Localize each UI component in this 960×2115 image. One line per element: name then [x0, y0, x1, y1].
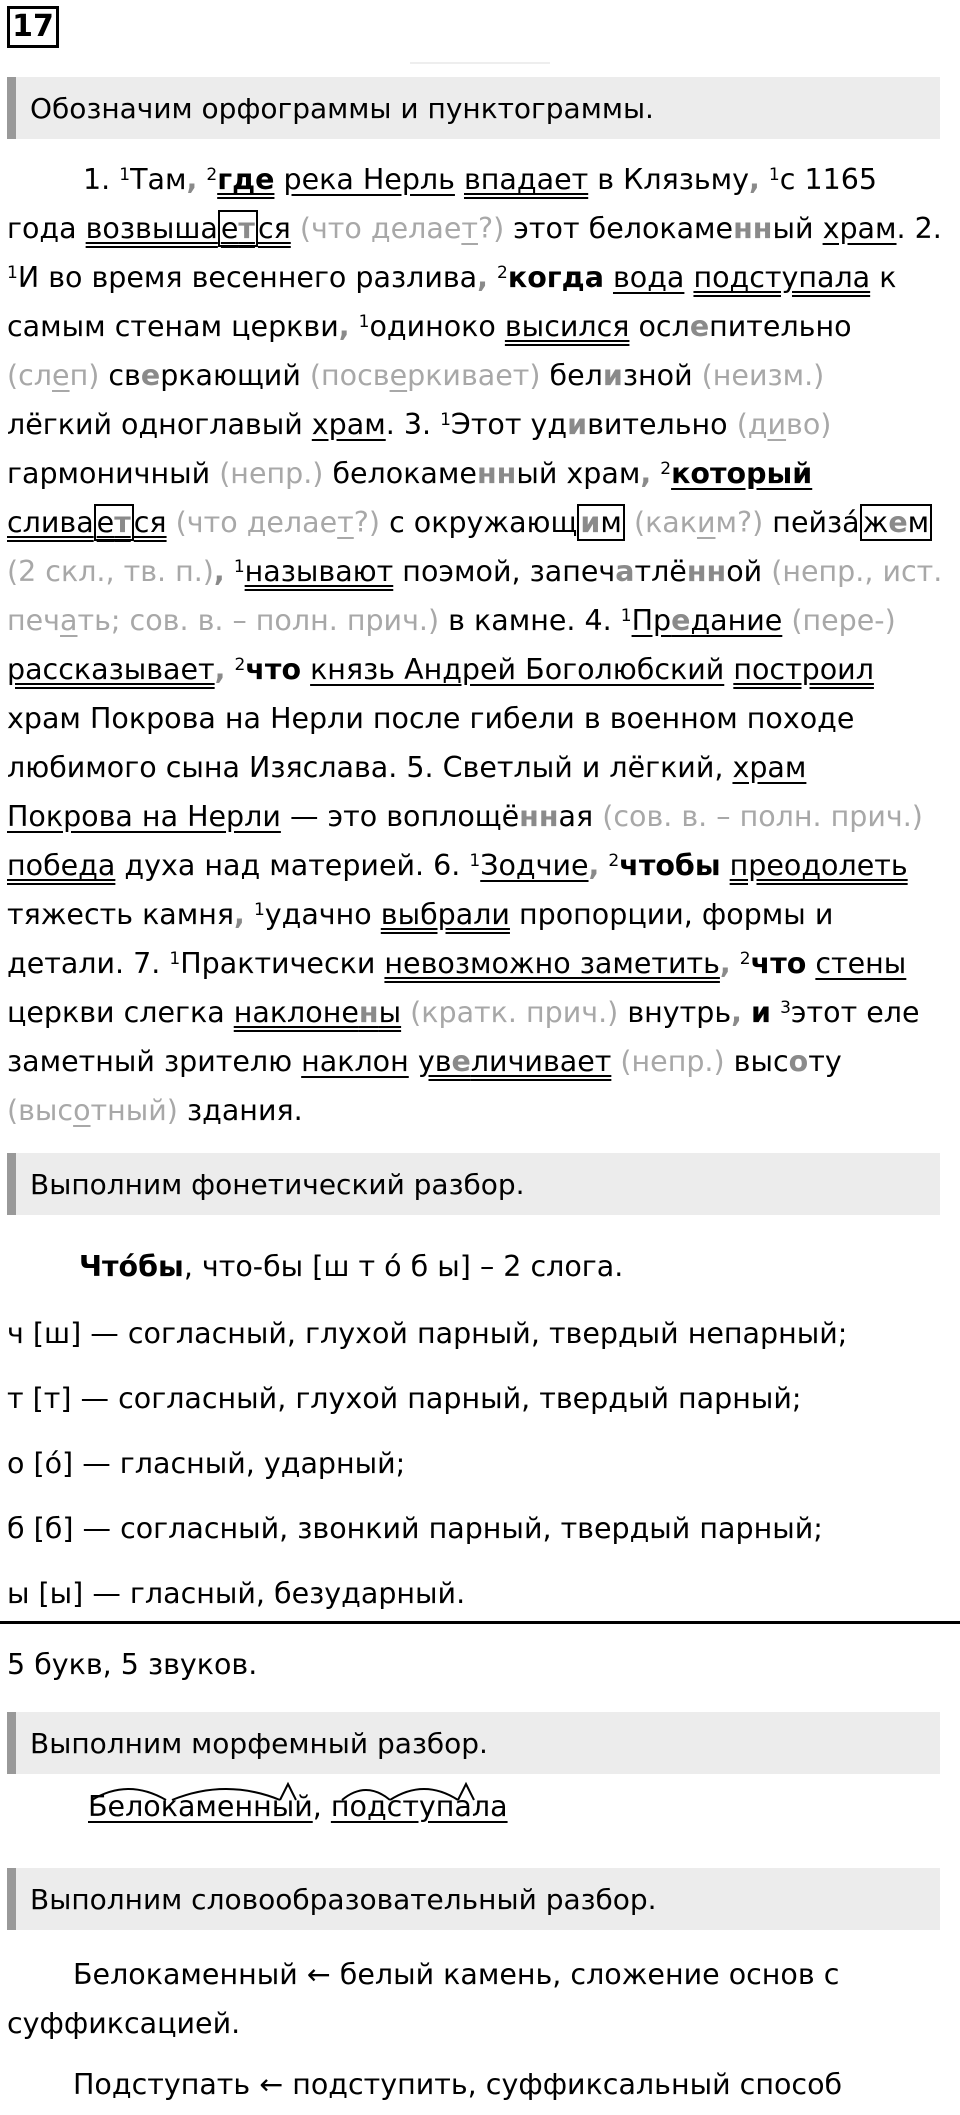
derivation-line: Подступать ← подступить, суффиксальный способ [73, 2068, 843, 2101]
morphemic-word: подступала [330, 1790, 508, 1823]
text-line: гармоничный (непр.) белокаменный храм, $^2$который [7, 457, 813, 490]
text-line: (высотный) здания. [7, 1094, 303, 1127]
text-line: церкви слегка наклонены (кратк. прич.) внутрь, и $^3$этот еле [7, 996, 920, 1029]
text-line: детали. 7. $^1$Практически невозможно заметить, $^2$что стены [7, 947, 907, 980]
text-line: храм Покрова на Нерли после гибели в военном походе [7, 702, 855, 735]
section-banner-phonetic [7, 1153, 940, 1215]
text-line: победа духа над материей. 6. $^1$Зодчие, $^2$чтобы преодолеть [7, 849, 908, 882]
text-line: любимого сына Изяслава. 5. Светлый и лёгкий, храм [7, 751, 807, 784]
phonetic-row: ч [ш] — согласный, глухой парный, твердый непарный; [7, 1317, 848, 1350]
phonetic-row: о [о́] — гласный, ударный; [7, 1447, 406, 1480]
text-line: $^1$И во время весеннего разлива, $^2$когда вода подступала к [7, 261, 897, 294]
exercise-text [7, 155, 953, 1135]
text-line: Покрова на Нерли — это воплощённая (сов. в. – полн. прич.) [7, 800, 923, 833]
text-line: (слеп) сверкающий (посверкивает) белизной (неизм.) [7, 359, 825, 392]
text-line: лёгкий одноглавый храм. 3. $^1$Этот удивительно (диво) [7, 408, 832, 441]
text-line: заметный зрителю наклон увеличивает (непр.) высоту [7, 1045, 842, 1078]
text-line: тяжесть камня, $^1$удачно выбрали пропорции, формы и [7, 898, 834, 931]
separator: , [312, 1790, 322, 1823]
morphemic-word: Белокаменный [88, 1790, 313, 1823]
exercise-number: 17 [7, 6, 59, 48]
derivation-line: суффиксацией. [7, 2007, 241, 2040]
derivation-line: Белокаменный ← белый камень, сложение основ с [73, 1958, 840, 1991]
phonetic-word: Что́бы [79, 1250, 184, 1283]
section-title: Выполним фонетический разбор. [30, 1167, 525, 1201]
text-line: года возвыша ет ся (что делает?) этот белокаменный храм. 2. [7, 212, 942, 245]
text-line: 1. $^1$Там, $^2$где река Нерль впадает в Клязьму, $^1$с 1165 [83, 163, 878, 196]
section-banner-morphemic [7, 1712, 940, 1774]
phonetic-row: б [б] — согласный, звонкий парный, твердый парный; [7, 1512, 823, 1545]
phonetic-summary: 5 букв, 5 звуков. [7, 1648, 258, 1681]
divider [410, 62, 550, 64]
section-title: Выполним морфемный разбор. [30, 1726, 488, 1760]
text-line: печать; сов. в. – полн. прич.) в камне. 4. $^1$Предание (пере-) [7, 604, 896, 637]
phonetic-row: т [т] — согласный, глухой парный, твердый парный; [7, 1382, 802, 1415]
text-line: рассказывает, $^2$что князь Андрей Боголюбский построил [7, 653, 874, 686]
phonetic-row: ы [ы] — гласный, безударный. [7, 1577, 466, 1610]
derivation-analysis [7, 1950, 842, 2109]
section-banner-derivation [7, 1868, 940, 1930]
morphemic-analysis [88, 1790, 508, 1823]
text-line: (2 скл., тв. п.), $^1$называют поэмой, запечатлённой (непр., ист. [7, 555, 943, 588]
section-title: Выполним словообразовательный разбор. [30, 1882, 657, 1916]
section-title: Обозначим орфограммы и пунктограммы. [30, 91, 654, 125]
divider [0, 1621, 960, 1624]
section-banner-orthograms [7, 77, 940, 139]
text-line: самым стенам церкви, $^1$одиноко высился ослепительно [7, 310, 852, 343]
text-line: слива ет ся (что делает?) с окружающ им (каким?) пейза́ жем [7, 498, 953, 547]
phonetic-headline [79, 1250, 623, 1283]
phonetic-transcription: , что-бы [ш т о́ б ы] – 2 слога. [183, 1250, 624, 1283]
